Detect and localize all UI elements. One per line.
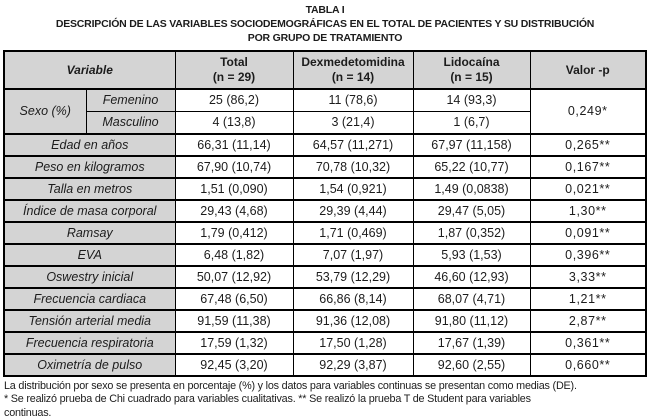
value-cell: 65,22 (10,77) [413, 156, 530, 178]
p-value-cell: 2,87** [530, 310, 646, 332]
value-cell: 92,45 (3,20) [175, 354, 293, 376]
value-cell: 1,49 (0,0838) [413, 178, 530, 200]
header-total-n: (n = 29) [212, 69, 256, 84]
value-cell: 6,48 (1,82) [175, 244, 293, 266]
p-value-cell: 1,21** [530, 288, 646, 310]
value-cell: 46,60 (12,93) [413, 266, 530, 288]
header-dexmedetomidina-n: (n = 14) [331, 69, 375, 84]
footnote-line-2: * Se realizó prueba de Chi cuadrado para variables cualitativas. ** Se realizó la prueba T de Student para variables [4, 393, 531, 406]
variable-label: Frecuencia respiratoria [4, 332, 175, 354]
value-cell: 17,59 (1,32) [175, 332, 293, 354]
value-cell: 4 (13,8) [175, 111, 293, 134]
header-total-label: Total [220, 54, 248, 69]
value-cell: 1 (6,7) [413, 111, 530, 134]
footnote-line-3: continuas. [4, 406, 52, 419]
p-value-cell: 0,660** [530, 354, 646, 376]
sublabel-femenino: Femenino [86, 89, 175, 112]
variable-label: Peso en kilogramos [4, 156, 175, 178]
variable-label: Índice de masa corporal [4, 200, 175, 222]
header-variable: Variable [4, 51, 175, 89]
table-row-oswestry [4, 266, 646, 288]
p-value-cell: 0,265** [530, 134, 646, 156]
variable-label: Ramsay [4, 222, 175, 244]
header-lidocaina-label: Lidocaína [443, 54, 500, 69]
caption-line-2: POR GRUPO DE TRATAMIENTO [247, 31, 403, 44]
p-value-cell: 0,091** [530, 222, 646, 244]
value-cell: 50,07 (12,92) [175, 266, 293, 288]
sociodemographic-table [3, 50, 647, 377]
value-cell: 14 (93,3) [413, 89, 530, 112]
table-number: TABLA I [305, 4, 345, 16]
value-cell: 70,78 (10,32) [293, 156, 413, 178]
header-p-value: Valor -p [530, 51, 646, 89]
value-cell: 91,59 (11,38) [175, 310, 293, 332]
value-cell: 29,47 (5,05) [413, 200, 530, 222]
value-cell: 1,79 (0,412) [175, 222, 293, 244]
variable-label: Frecuencia cardiaca [4, 288, 175, 310]
table-row-talla [4, 178, 646, 200]
caption-line-1: DESCRIPCIÓN DE LAS VARIABLES SOCIODEMOGRÁFICAS EN EL TOTAL DE PACIENTES Y SU DISTRIBUCIÓN [55, 17, 595, 30]
value-cell: 91,36 (12,08) [293, 310, 413, 332]
p-value-cell: 0,167** [530, 156, 646, 178]
value-cell: 11 (78,6) [293, 89, 413, 112]
value-cell: 17,50 (1,28) [293, 332, 413, 354]
value-cell: 91,80 (11,12) [413, 310, 530, 332]
table-row-imc [4, 200, 646, 222]
table-row-sexo-femenino [4, 89, 646, 112]
variable-label: Oximetría de pulso [4, 354, 175, 376]
variable-label: Oswestry inicial [4, 266, 175, 288]
variable-label: EVA [4, 244, 175, 266]
table-row-oximetria [4, 354, 646, 376]
table-footnote [4, 380, 646, 420]
value-cell: 67,90 (10,74) [175, 156, 293, 178]
value-cell: 67,48 (6,50) [175, 288, 293, 310]
variable-label: Edad en años [4, 134, 175, 156]
value-cell: 25 (86,2) [175, 89, 293, 112]
footnote-line-1: La distribución por sexo se presenta en porcentaje (%) y los datos para variables continuas se presentan como medias (DE). [4, 379, 577, 392]
p-value-cell-sexo: 0,249* [530, 89, 646, 134]
value-cell: 67,97 (11,158) [413, 134, 530, 156]
value-cell: 29,43 (4,68) [175, 200, 293, 222]
p-value-cell: 0,021** [530, 178, 646, 200]
value-cell: 3 (21,4) [293, 111, 413, 134]
variable-label: Tensión arterial media [4, 310, 175, 332]
value-cell: 66,31 (11,14) [175, 134, 293, 156]
table-row-frecuencia-respiratoria [4, 332, 646, 354]
variable-label-sexo: Sexo (%) [4, 89, 86, 134]
p-value-cell: 0,396** [530, 244, 646, 266]
table-row-edad [4, 134, 646, 156]
p-value-cell: 0,361** [530, 332, 646, 354]
value-cell: 5,93 (1,53) [413, 244, 530, 266]
value-cell: 7,07 (1,97) [293, 244, 413, 266]
value-cell: 66,86 (8,14) [293, 288, 413, 310]
table-row-peso [4, 156, 646, 178]
header-lidocaina-n: (n = 15) [450, 69, 493, 84]
table-row-eva [4, 244, 646, 266]
table-caption-block [0, 0, 650, 46]
value-cell: 68,07 (4,71) [413, 288, 530, 310]
value-cell: 92,29 (3,87) [293, 354, 413, 376]
value-cell: 1,71 (0,469) [293, 222, 413, 244]
table-row-ramsay [4, 222, 646, 244]
value-cell: 17,67 (1,39) [413, 332, 530, 354]
value-cell: 1,54 (0,921) [293, 178, 413, 200]
table-row-tension-arterial [4, 310, 646, 332]
header-total [175, 51, 293, 89]
header-dexmedetomidina-label: Dexmedetomidina [301, 54, 405, 69]
p-value-cell: 3,33** [530, 266, 646, 288]
sublabel-masculino: Masculino [86, 111, 175, 134]
header-lidocaina [413, 51, 530, 89]
variable-label: Talla en metros [4, 178, 175, 200]
value-cell: 29,39 (4,44) [293, 200, 413, 222]
header-dexmedetomidina [293, 51, 413, 89]
value-cell: 53,79 (12,29) [293, 266, 413, 288]
p-value-cell: 1,30** [530, 200, 646, 222]
table-header-row [4, 51, 646, 89]
value-cell: 1,51 (0,090) [175, 178, 293, 200]
table-row-frecuencia-cardiaca [4, 288, 646, 310]
value-cell: 92,60 (2,55) [413, 354, 530, 376]
value-cell: 64,57 (11,271) [293, 134, 413, 156]
value-cell: 1,87 (0,352) [413, 222, 530, 244]
